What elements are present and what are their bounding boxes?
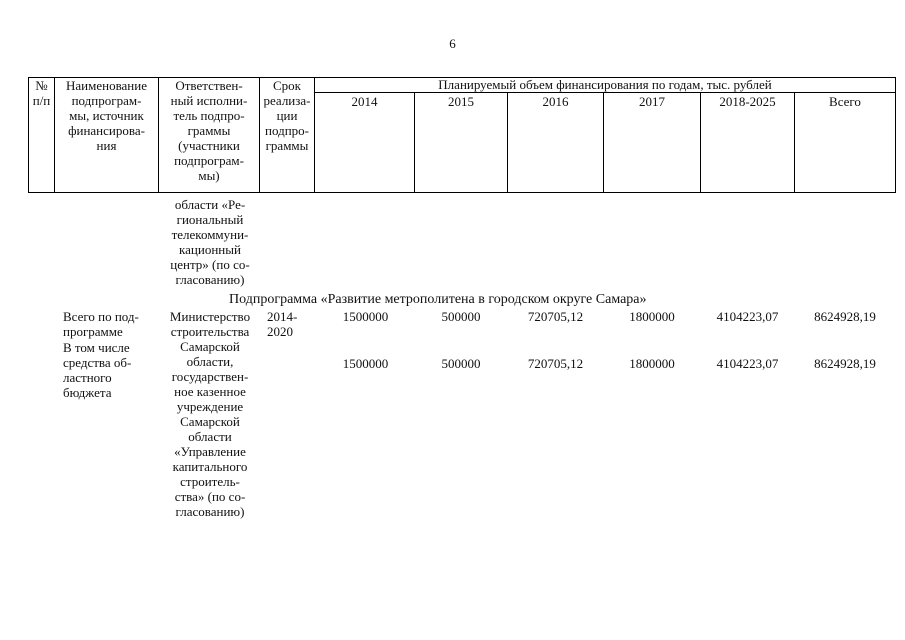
- header-year-2014: 2014: [351, 94, 378, 109]
- table-header: [28, 77, 896, 193]
- row-executor: Министерство строительства Самарской области, государствен- ное казенное учреждение Самарской области «Управление капитального строитель- ства» (по со- гласованию): [169, 309, 251, 519]
- page-number: 6: [449, 36, 456, 51]
- row-regional-2014: 1500000: [342, 356, 389, 371]
- header-total: Всего: [829, 94, 861, 109]
- row-total-term: 2014- 2020: [267, 309, 298, 339]
- header-funding: Планируемый объем финансирования по годам, тыс. рублей: [438, 77, 772, 92]
- row-total-sum: 8624928,19: [814, 309, 876, 324]
- rule-funding-split: [314, 92, 896, 93]
- subprogram-title: Подпрограмма «Развитие метрополитена в городском округе Самара»: [229, 292, 647, 307]
- row-total-2014: 1500000: [342, 309, 389, 324]
- row-regional-name: В том числе средства об- ластного бюджета: [63, 340, 132, 400]
- header-year-2015: 2015: [448, 94, 474, 109]
- header-term: Срок реализа- ции подпро- граммы: [263, 78, 311, 153]
- row-total-name: Всего по под- программе: [63, 309, 139, 339]
- row-regional-2017: 1800000: [629, 356, 675, 371]
- header-executor: Ответствен- ный исполни- тель подпро- граммы (участники подпрограм- мы): [170, 78, 248, 183]
- header-year-2018-2025: 2018-2025: [719, 94, 776, 109]
- row-regional-2018-2025: 4104223,07: [716, 356, 779, 371]
- header-year-2016: 2016: [542, 94, 569, 109]
- row-regional-2016: 720705,12: [527, 356, 584, 371]
- row-total-2018-2025: 4104223,07: [716, 309, 779, 324]
- rule-v10: [895, 77, 896, 193]
- row-regional-2015: 500000: [441, 356, 481, 371]
- row-total-2017: 1800000: [629, 309, 675, 324]
- header-name: Наименование подпрограм- мы, источник финансирова- ния: [66, 78, 147, 153]
- row-total-2016: 720705,12: [527, 309, 584, 324]
- row-total-2015: 500000: [441, 309, 481, 324]
- row-regional-sum: 8624928,19: [814, 356, 876, 371]
- prev-executor-tail: области «Ре- гиональный телекоммуни- кационный центр» (по со- гласованию): [170, 197, 250, 287]
- header-year-2017: 2017: [639, 94, 665, 109]
- header-no: № п/п: [32, 78, 51, 108]
